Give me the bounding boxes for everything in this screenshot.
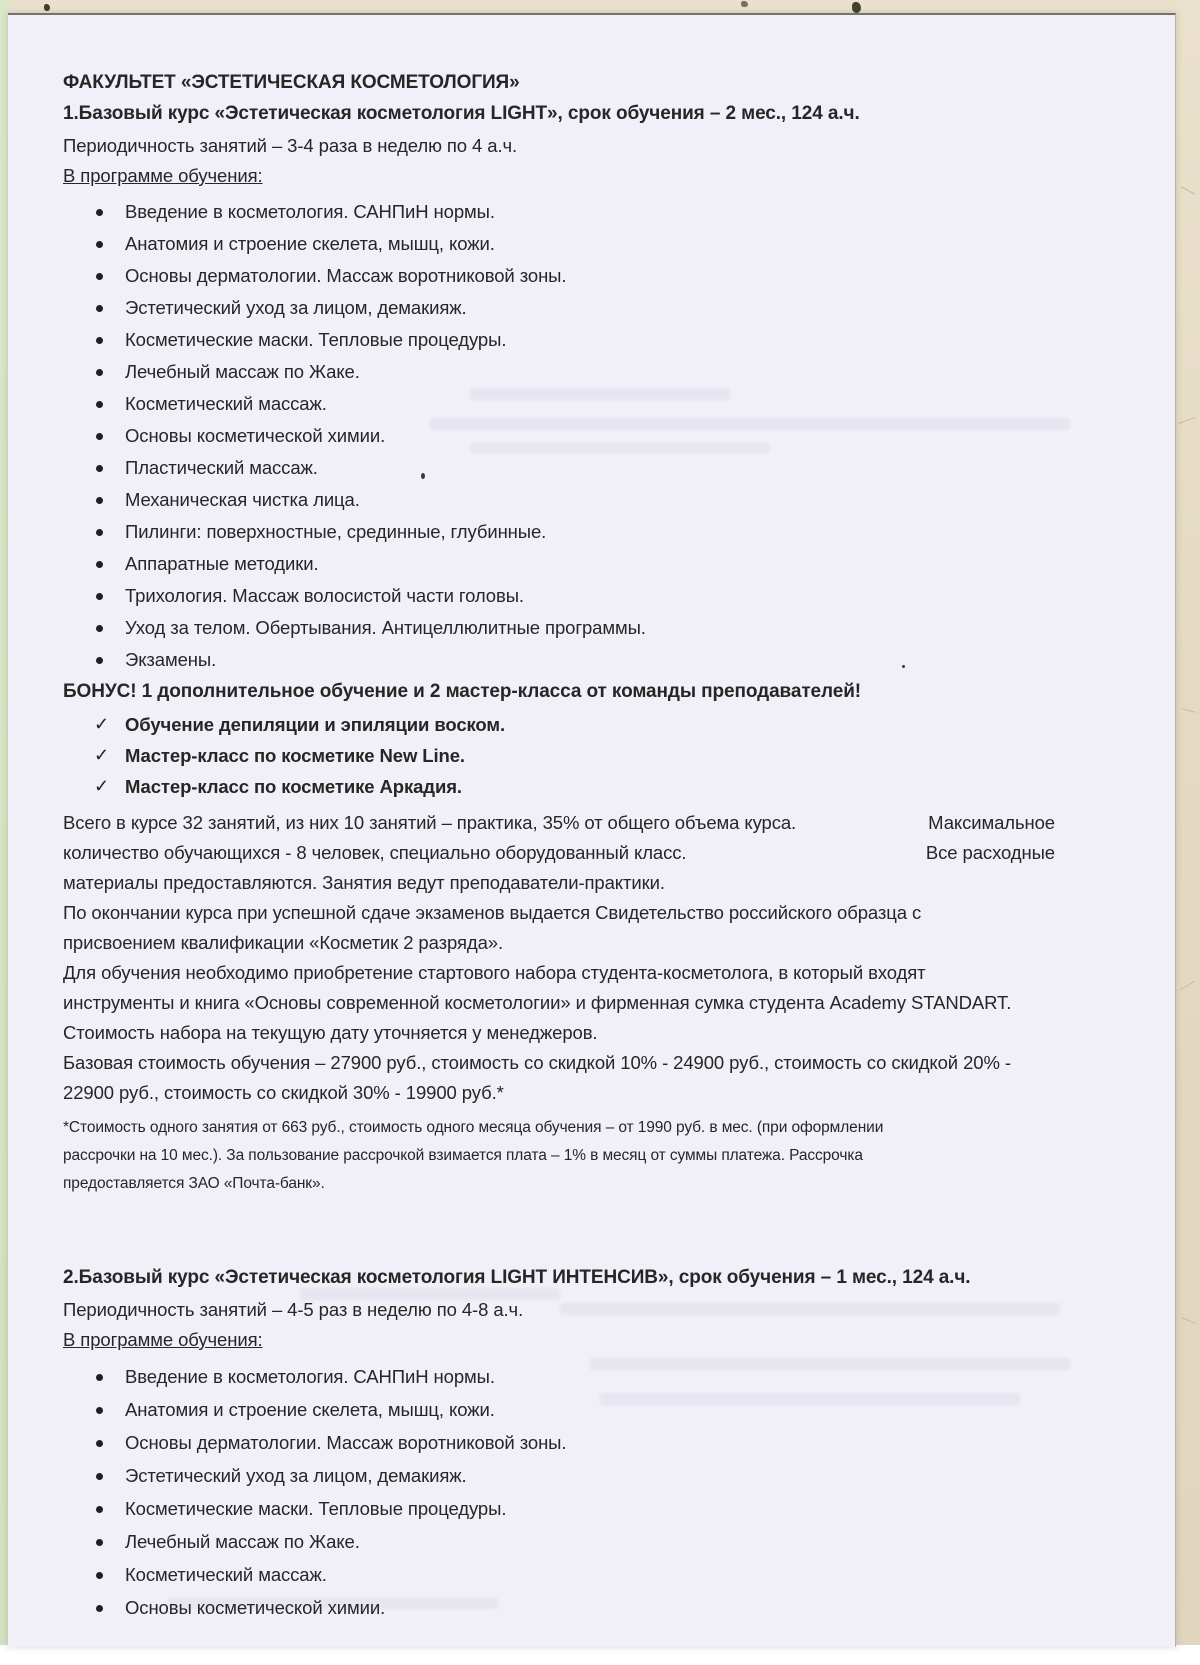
checkmark-icon: ✓ — [94, 714, 109, 734]
program-list-item — [63, 228, 1120, 260]
program-item-text: Косметические маски. Тепловые процедуры. — [125, 1498, 507, 1519]
course-1-title: 1.Базовый курс «Эстетическая косметология LIGHT», срок обучения – 2 мес., 124 а.ч. — [63, 103, 860, 124]
program-list-item — [63, 1591, 1120, 1624]
program-item-text: Основы дерматологии. Массаж воротниковой зоны. — [125, 1432, 567, 1453]
program-list-item — [63, 196, 1120, 228]
course-2-program-label: В программе обучения: — [63, 1329, 263, 1350]
info-line — [63, 1048, 1120, 1078]
program-item-text: Пилинги: поверхностные, срединные, глубинные. — [125, 521, 547, 542]
footnote-line: предоставляется ЗАО «Почта-банк». — [63, 1175, 325, 1192]
course-1-program-label: В программе обучения: — [63, 165, 263, 186]
course-2-title: 2.Базовый курс «Эстетическая косметология LIGHT ИНТЕНСИВ», срок обучения – 1 мес., 124 а.ч. — [63, 1267, 971, 1288]
info-line-left: Стоимость набора на текущую дату уточняется у менеджеров. — [63, 1022, 598, 1043]
program-list-item — [63, 388, 1120, 420]
bullet-icon — [96, 369, 103, 376]
scan-speck — [741, 1, 748, 7]
program-list-item — [63, 260, 1120, 292]
bullet-icon — [96, 1506, 103, 1513]
info-line-left: присвоением квалификации «Косметик 2 разряда». — [63, 932, 503, 953]
paper — [8, 13, 1176, 1647]
program-item-text: Основы косметической химии. — [125, 1597, 386, 1618]
program-item-text: Трихология. Массаж волосистой части головы. — [125, 585, 524, 606]
bullet-icon — [96, 433, 103, 440]
info-line — [63, 808, 1120, 838]
program-list-item — [63, 580, 1120, 612]
info-line-left: инструменты и книга «Основы современной косметологии» и фирменная сумка студента Academy STANDART. — [63, 992, 1012, 1013]
program-item-text: Уход за телом. Обертывания. Антицеллюлитные программы. — [125, 617, 646, 638]
info-line-left: количество обучающихся - 8 человек, специально оборудованный класс. — [63, 842, 687, 863]
info-line-left: Для обучения необходимо приобретение стартового набора студента-косметолога, в который входят — [63, 962, 926, 983]
program-list-item — [63, 292, 1120, 324]
program-item-text: Эстетический уход за лицом, демакияж. — [125, 297, 467, 318]
bullet-icon — [96, 241, 103, 248]
bullet-icon — [96, 305, 103, 312]
program-list-item — [63, 324, 1120, 356]
bonus-list-item — [63, 771, 1120, 802]
faculty-title: ФАКУЛЬТЕТ «ЭСТЕТИЧЕСКАЯ КОСМЕТОЛОГИЯ» — [63, 72, 520, 93]
course-2-frequency: Периодичность занятий – 4-5 раз в неделю по 4-8 а.ч. — [63, 1299, 524, 1320]
program-list-item — [63, 1426, 1120, 1459]
bullet-icon — [96, 1407, 103, 1414]
program-item-text: Анатомия и строение скелета, мышц, кожи. — [125, 1399, 495, 1420]
info-line-left: Базовая стоимость обучения – 27900 руб., стоимость со скидкой 10% - 24900 руб., стоимость со скидкой 20% - — [63, 1052, 1011, 1073]
bullet-icon — [96, 1473, 103, 1480]
info-line-left: Всего в курсе 32 занятий, из них 10 занятий – практика, 35% от общего объема курса. — [63, 812, 797, 833]
program-item-text: Лечебный массаж по Жаке. — [125, 1531, 360, 1552]
program-list-item — [63, 1558, 1120, 1591]
bonus-list-item — [63, 709, 1120, 740]
program-list-item — [63, 516, 1120, 548]
course-1-info — [63, 808, 1120, 1108]
program-item-text: Косметический массаж. — [125, 1564, 327, 1585]
program-item-text: Косметический массаж. — [125, 393, 327, 414]
program-list-item — [63, 1459, 1120, 1492]
bullet-icon — [96, 337, 103, 344]
course-1-footnote — [63, 1114, 1120, 1198]
bonus-item-text: Обучение депиляции и эпиляции воском. — [125, 714, 506, 735]
info-line — [63, 898, 1120, 928]
bullet-icon — [96, 593, 103, 600]
info-line-left: материалы предоставляются. Занятия ведут преподаватели-практики. — [63, 872, 665, 893]
bullet-icon — [96, 1572, 103, 1579]
course-1-frequency: Периодичность занятий – 3-4 раза в неделю по 4 а.ч. — [63, 135, 518, 156]
info-line — [63, 1078, 1120, 1108]
program-item-text: Аппаратные методики. — [125, 553, 319, 574]
program-item-text: Введение в косметология. САНПиН нормы. — [125, 1366, 495, 1387]
program-list-item — [63, 612, 1120, 644]
bullet-icon — [96, 1374, 103, 1381]
info-line — [63, 928, 1120, 958]
program-item-text: Экзамены. — [125, 649, 217, 670]
program-item-text: Анатомия и строение скелета, мышц, кожи. — [125, 233, 495, 254]
program-list-item — [63, 1360, 1120, 1393]
bullet-icon — [96, 1440, 103, 1447]
footnote-line: *Стоимость одного занятия от 663 руб., стоимость одного месяца обучения – от 1990 руб. в мес. (при оформлении — [63, 1119, 884, 1136]
program-list-item — [63, 548, 1120, 580]
bullet-icon — [96, 465, 103, 472]
program-item-text: Эстетический уход за лицом, демакияж. — [125, 1465, 467, 1486]
program-item-text: Введение в косметология. САНПиН нормы. — [125, 201, 495, 222]
scan-speck — [852, 2, 861, 13]
footnote-line: рассрочки на 10 мес.). За пользование рассрочкой взимается плата – 1% в месяц от суммы платежа. Рассрочка — [63, 1147, 863, 1164]
info-line-left: 22900 руб., стоимость со скидкой 30% - 19900 руб.* — [63, 1082, 504, 1103]
bullet-icon — [96, 529, 103, 536]
info-line-right: Максимальное — [928, 812, 1055, 833]
bullet-icon — [96, 561, 103, 568]
bonus-list — [63, 709, 1120, 802]
program-item-text: Основы косметической химии. — [125, 425, 386, 446]
program-item-text: Механическая чистка лица. — [125, 489, 360, 510]
program-item-text: Лечебный массаж по Жаке. — [125, 361, 360, 382]
program-list-item — [63, 484, 1120, 516]
bullet-icon — [96, 1605, 103, 1612]
info-line — [63, 868, 1120, 898]
checkmark-icon: ✓ — [94, 745, 109, 765]
bullet-icon — [96, 401, 103, 408]
program-list-item — [63, 644, 1120, 676]
bullet-icon — [96, 657, 103, 664]
bonus-item-text: Мастер-класс по косметике Аркадия. — [125, 776, 462, 797]
program-item-text: Основы дерматологии. Массаж воротниковой зоны. — [125, 265, 567, 286]
document-content — [8, 15, 1120, 1624]
bonus-list-item — [63, 740, 1120, 771]
bullet-icon — [96, 1539, 103, 1546]
info-line — [63, 988, 1120, 1018]
info-line — [63, 958, 1120, 988]
program-item-text: Косметические маски. Тепловые процедуры. — [125, 329, 507, 350]
program-list-item — [63, 1393, 1120, 1426]
course-2-program-list — [63, 1360, 1120, 1624]
program-list-item — [63, 452, 1120, 484]
program-list-item — [63, 356, 1120, 388]
checkmark-icon: ✓ — [94, 776, 109, 796]
course-1-program-list — [63, 196, 1120, 676]
info-line-right: Все расходные — [925, 842, 1055, 863]
info-line — [63, 838, 1120, 868]
scan-speck — [44, 4, 50, 11]
info-line — [63, 1018, 1120, 1048]
bonus-title: БОНУС! 1 дополнительное обучение и 2 мастер-класса от команды преподавателей! — [63, 681, 862, 702]
bonus-item-text: Мастер-класс по косметике New Line. — [125, 745, 465, 766]
program-list-item — [63, 1525, 1120, 1558]
bullet-icon — [96, 273, 103, 280]
section-gap — [63, 1198, 1120, 1266]
bleed-through-ghost — [560, 1303, 1060, 1315]
program-item-text: Пластический массаж. — [125, 457, 318, 478]
bullet-icon — [96, 625, 103, 632]
bullet-icon — [96, 209, 103, 216]
bleed-through-ghost — [300, 1288, 560, 1300]
info-line-left: По окончании курса при успешной сдаче экзаменов выдается Свидетельство российского образца с — [63, 902, 922, 923]
program-list-item — [63, 420, 1120, 452]
program-list-item — [63, 1492, 1120, 1525]
bullet-icon — [96, 497, 103, 504]
